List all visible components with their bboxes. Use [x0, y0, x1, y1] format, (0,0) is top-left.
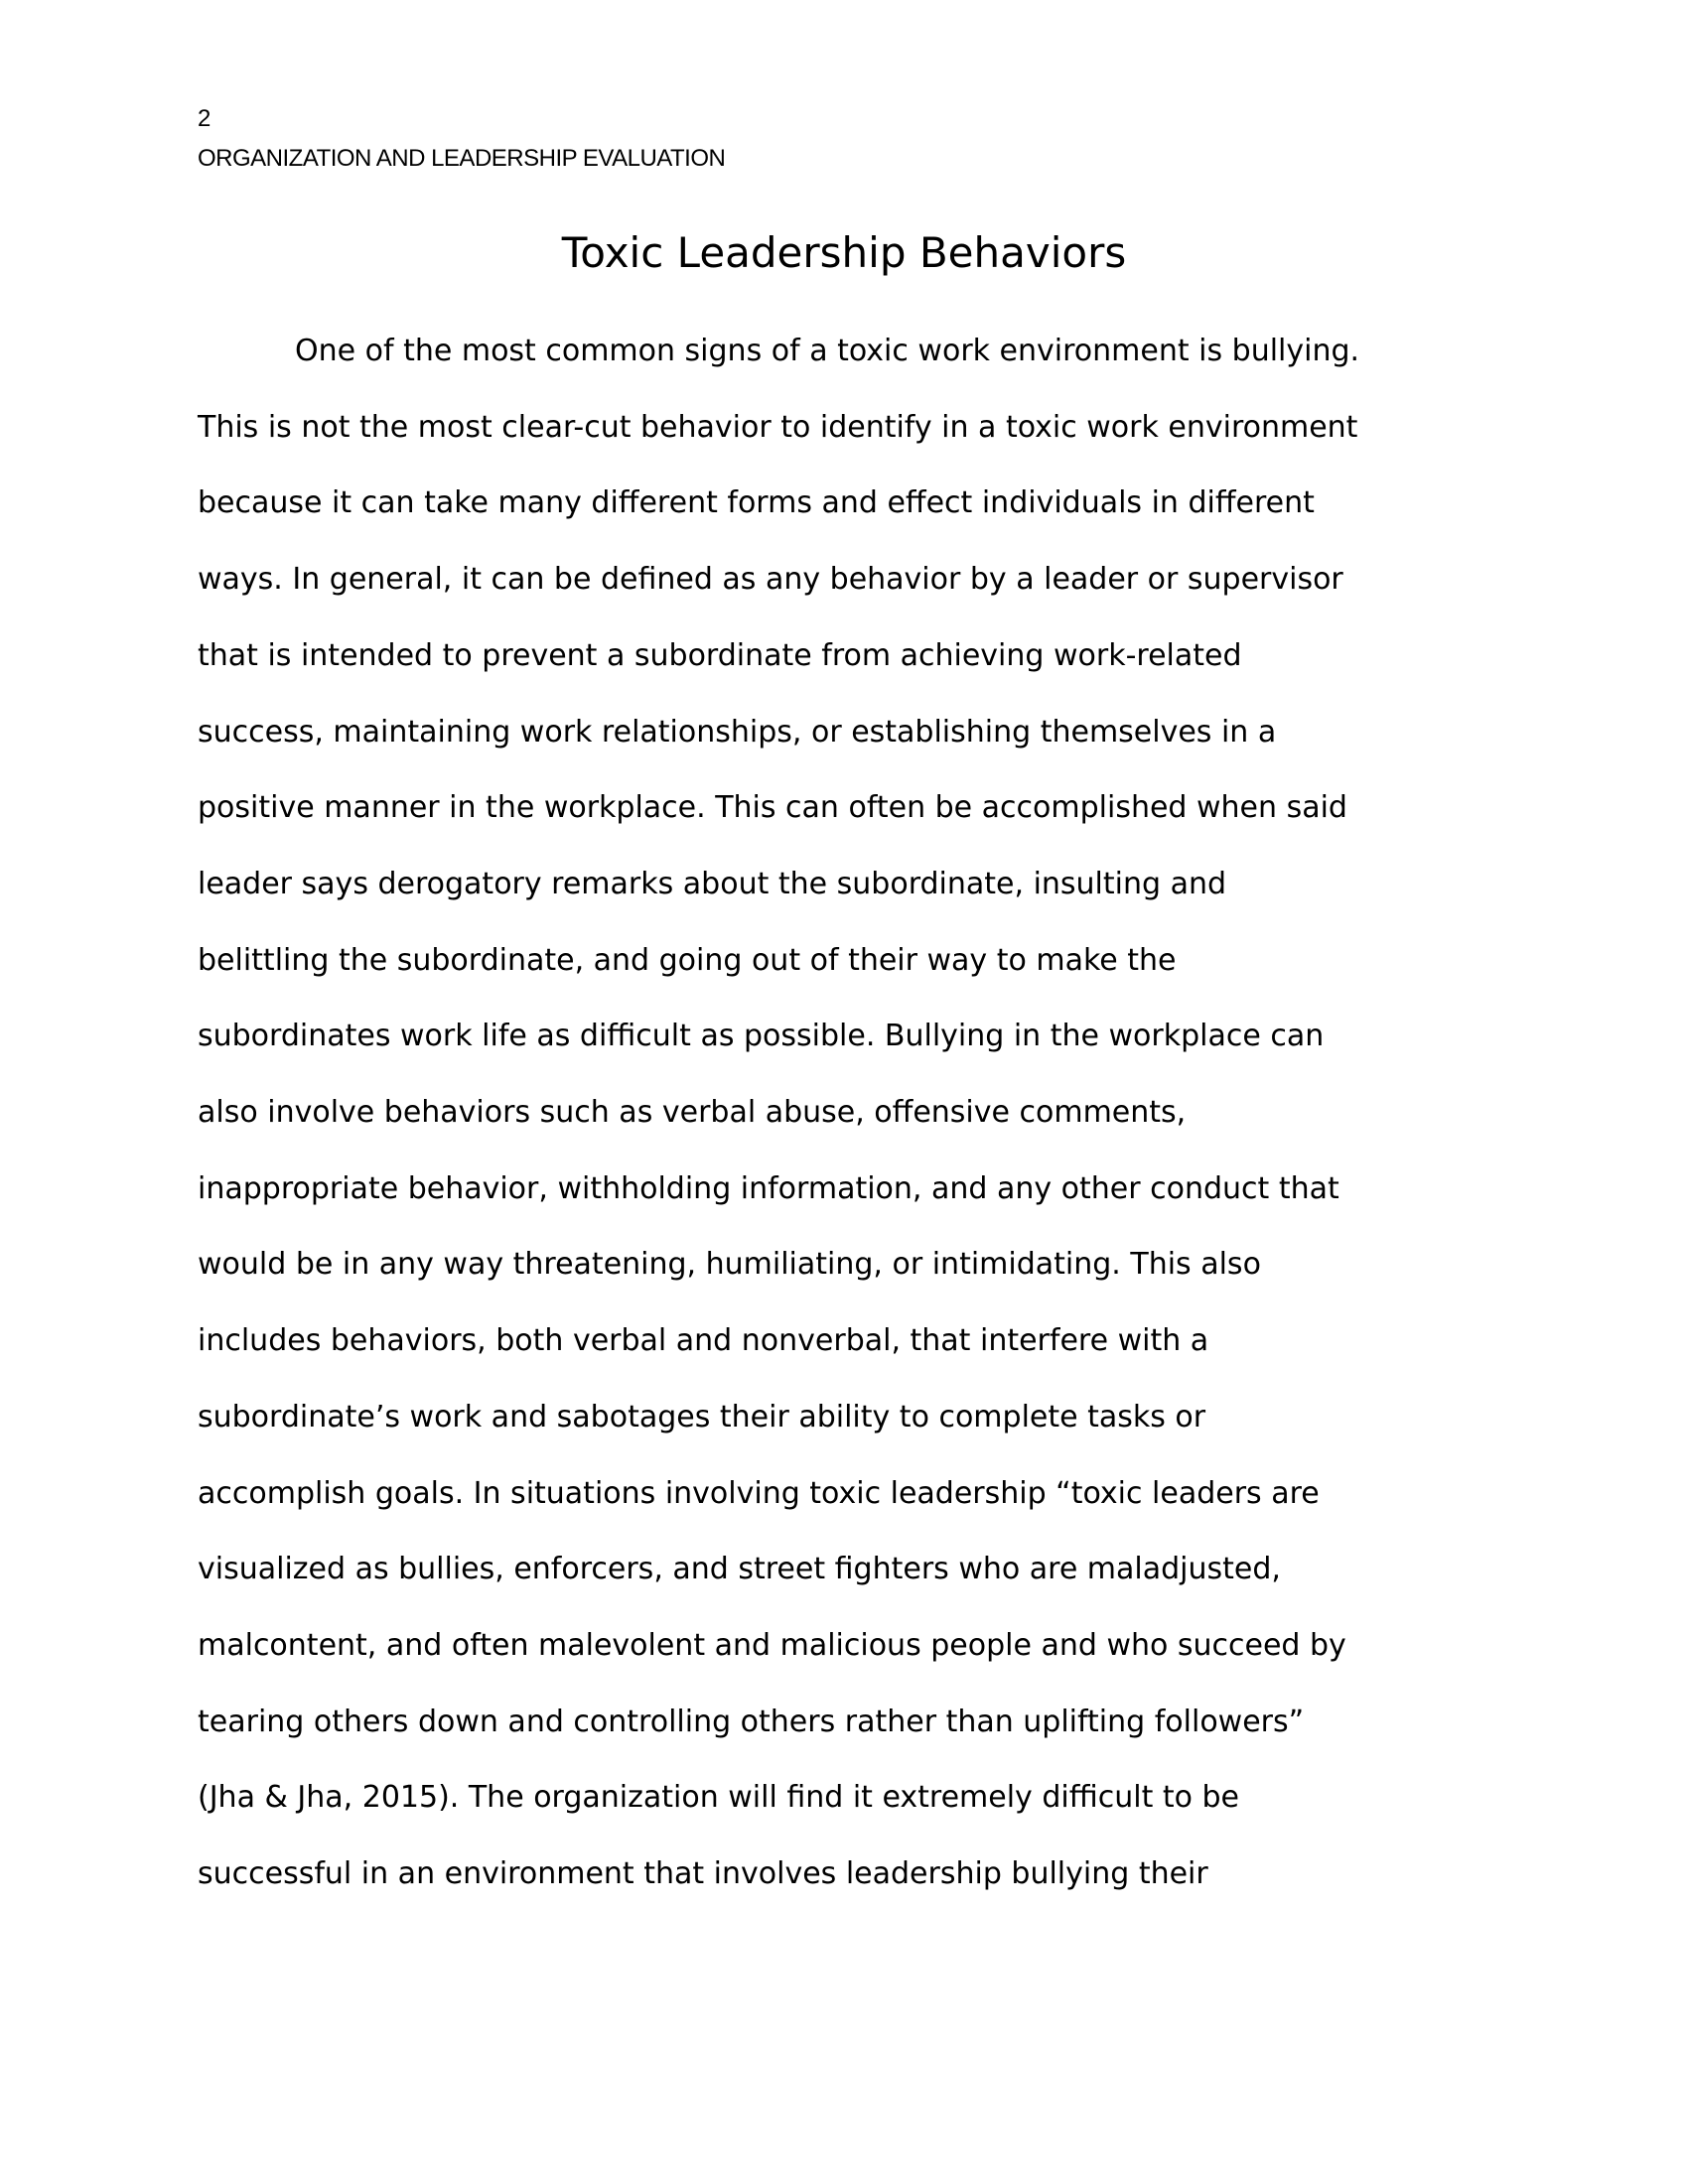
- body-line: subordinates work life as difficult as possible. Bullying in the workplace can: [198, 1019, 1325, 1054]
- document-title: Toxic Leadership Behaviors: [561, 228, 1127, 277]
- body-line: belittling the subordinate, and going out of their way to make the: [198, 942, 1177, 978]
- running-head: ORGANIZATION AND LEADERSHIP EVALUATION: [198, 145, 726, 172]
- body-line: would be in any way threatening, humiliating, or intimidating. This also: [198, 1247, 1261, 1283]
- body-line: (Jha & Jha, 2015). The organization will find it extremely difficult to be: [198, 1780, 1240, 1816]
- body-line: because it can take many different forms and effect individuals in different: [198, 485, 1315, 521]
- body-paragraph: [198, 314, 1359, 1913]
- body-line: One of the most common signs of a toxic work environment is bullying.: [295, 334, 1360, 368]
- body-line: ways. In general, it can be defined as any behavior by a leader or supervisor: [198, 562, 1343, 598]
- body-line: leader says derogatory remarks about the subordinate, insulting and: [198, 866, 1227, 901]
- body-line: success, maintaining work relationships, or establishing themselves in a: [198, 714, 1277, 750]
- body-line: malcontent, and often malevolent and malicious people and who succeed by: [198, 1627, 1346, 1663]
- body-line: This is not the most clear-cut behavior to identify in a toxic work environment: [198, 409, 1358, 445]
- body-line: tearing others down and controlling others rather than uplifting followers”: [198, 1704, 1305, 1739]
- body-line: includes behaviors, both verbal and nonverbal, that interfere with a: [198, 1323, 1209, 1359]
- body-line: positive manner in the workplace. This can often be accomplished when said: [198, 790, 1347, 826]
- body-line: subordinate’s work and sabotages their ability to complete tasks or: [198, 1399, 1206, 1434]
- body-line: inappropriate behavior, withholding information, and any other conduct that: [198, 1170, 1339, 1206]
- body-line: visualized as bullies, enforcers, and street fighters who are maladjusted,: [198, 1552, 1281, 1587]
- body-line: that is intended to prevent a subordinate from achieving work-related: [198, 637, 1242, 673]
- body-line: successful in an environment that involves leadership bullying their: [198, 1856, 1208, 1892]
- body-line: accomplish goals. In situations involving toxic leadership “toxic leaders are: [198, 1475, 1320, 1511]
- page-number: 2: [198, 105, 211, 132]
- body-line: also involve behaviors such as verbal abuse, offensive comments,: [198, 1095, 1187, 1131]
